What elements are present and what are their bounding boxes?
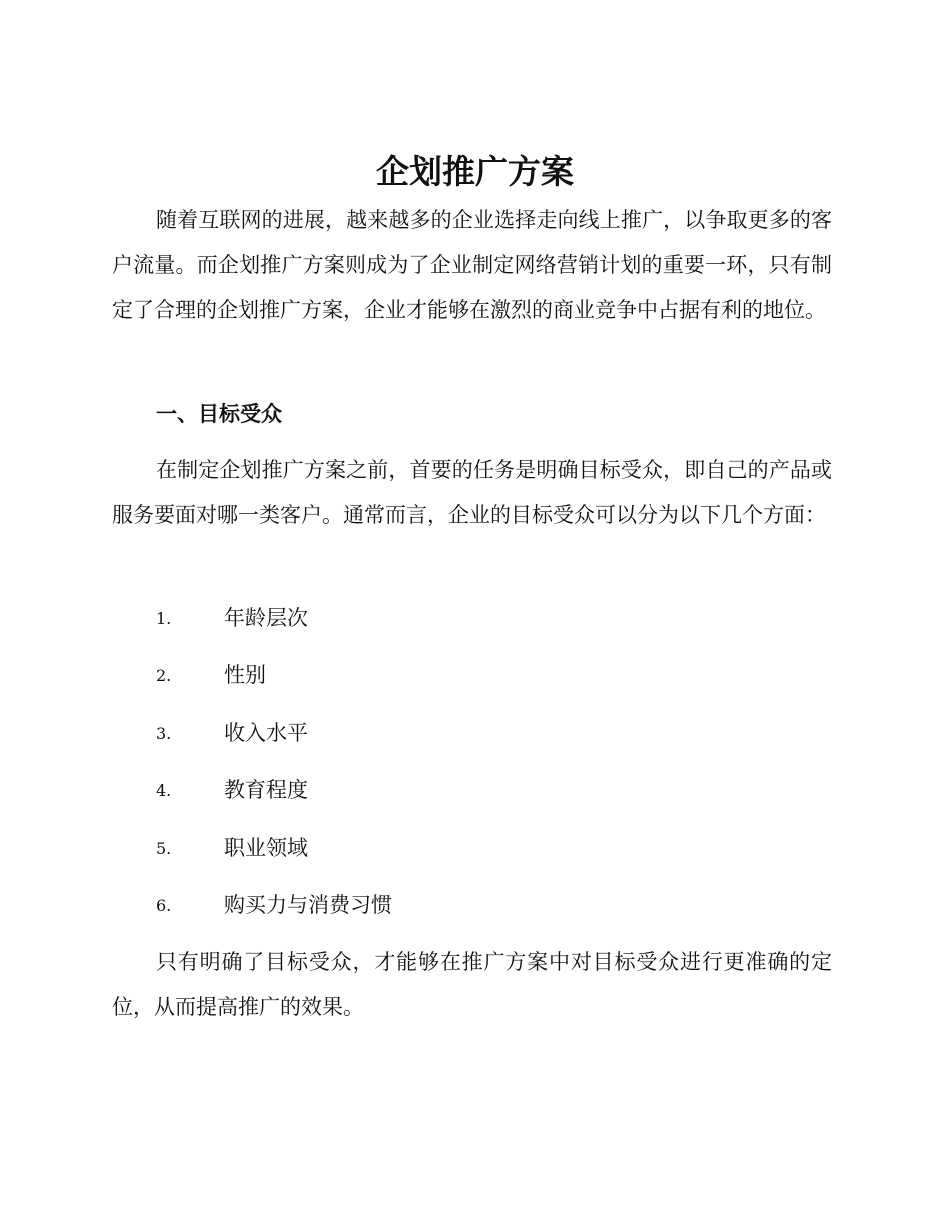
list-item: [156, 653, 392, 710]
intro-paragraph: 随着互联网的进展，越来越多的企业选择走向线上推广，以争取更多的客户流量。而企划推广方案则成为了企业制定网络营销计划的重要一环，只有制定了合理的企划推广方案，企业才能够在激烈的商业竞争中占据有利的地位。: [112, 208, 832, 322]
list-item-number: 5.: [156, 838, 172, 858]
list-item-number: 4.: [156, 781, 172, 801]
list-item-text: 职业领域: [224, 835, 308, 860]
list-item: [156, 596, 392, 653]
list-item-text: 购买力与消费习惯: [224, 892, 392, 917]
page-title: 企划推广方案: [376, 152, 574, 191]
list-item: [156, 883, 392, 940]
list-item-text: 年龄层次: [224, 606, 308, 630]
list-item-text: 教育程度: [224, 778, 308, 803]
list-item-text: 收入水平: [224, 720, 308, 745]
closing-paragraph: 只有明确了目标受众，才能够在推广方案中对目标受众进行更准确的定位，从而提高推广的效果。: [112, 950, 832, 1019]
list-item-number: 1.: [156, 609, 172, 628]
list-item: [156, 768, 392, 825]
list-item-number: 2.: [156, 666, 172, 686]
list-item-text: 性别: [224, 663, 266, 688]
list-item: [156, 826, 392, 883]
section-heading: 一、目标受众: [156, 402, 282, 426]
list-item-number: 6.: [156, 895, 172, 915]
list-item-number: 3.: [156, 723, 172, 743]
audience-paragraph: 在制定企划推广方案之前，首要的任务是明确目标受众，即自己的产品或服务要面对哪一类客户。通常而言，企业的目标受众可以分为以下几个方面：: [112, 458, 832, 527]
list-item: [156, 711, 392, 768]
audience-list: [156, 596, 392, 940]
